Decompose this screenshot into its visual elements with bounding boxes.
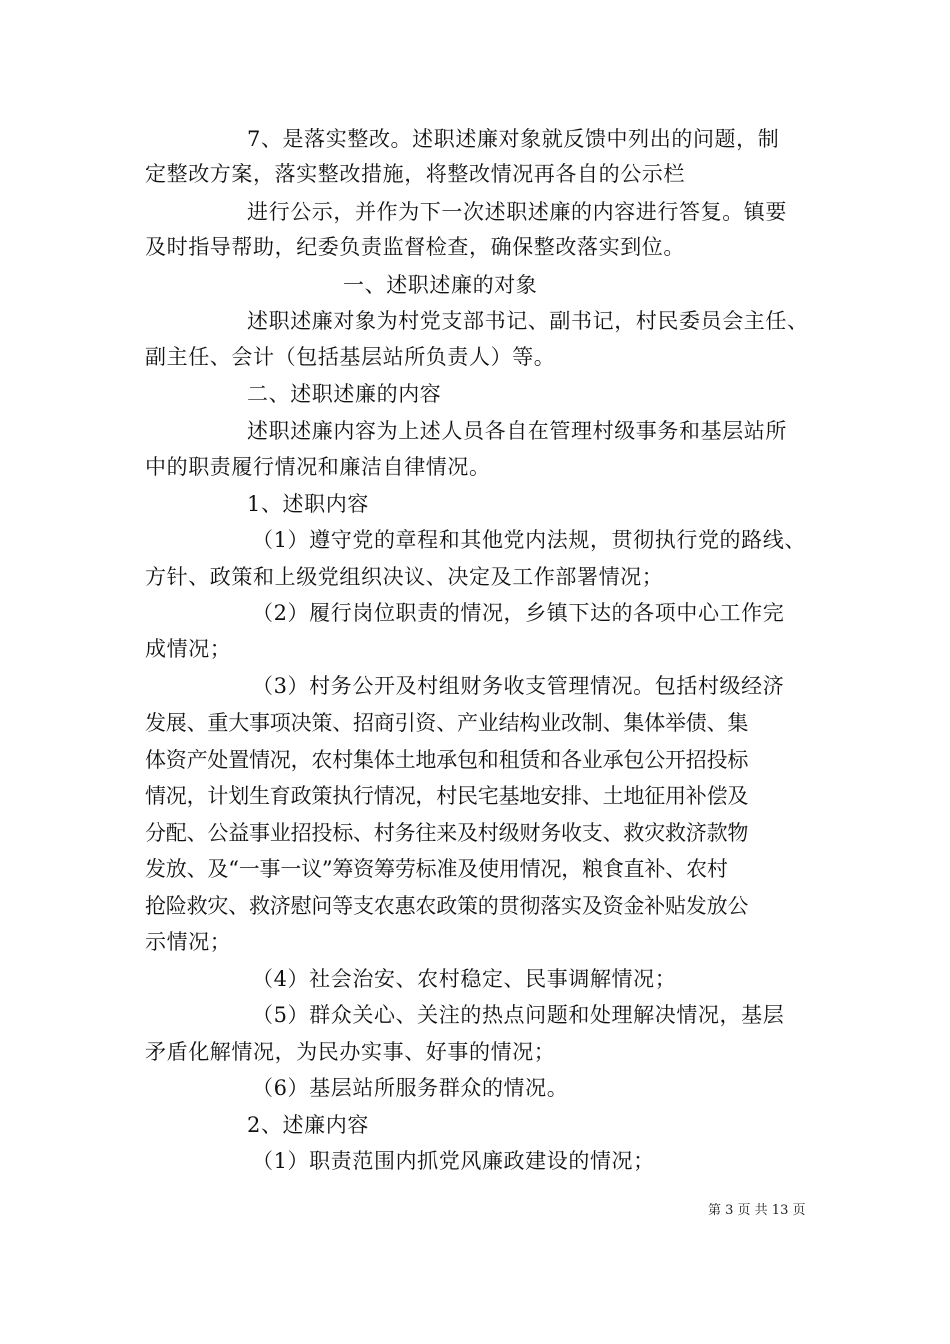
text-line: 分配、公益事业招投标、村务往来及村级财务收支、救灾救济款物 [145,821,749,845]
subsection-heading: 1、述职内容 [247,492,369,516]
text-line: 副主任、会计（包括基层站所负责人）等。 [145,345,556,369]
text-line: 述职述廉内容为上述人员各自在管理村级事务和基层站所 [247,419,787,443]
text-line: 体资产处置情况，农村集体土地承包和租赁和各业承包公开招投标 [145,748,749,772]
text-line: （5）群众关心、关注的热点问题和处理解决情况，基层 [252,1003,785,1027]
text-line: （2）履行岗位职责的情况，乡镇下达的各项中心工作完 [252,601,785,625]
text-line: 发放、及“一事一议”筹资筹劳标准及使用情况，粮食直补、农村 [145,857,728,881]
text-line: 定整改方案，落实整改措施，将整改情况再各自的公示栏 [145,162,685,186]
text-line: 成情况； [145,637,232,661]
text-line: 矛盾化解情况，为民办实事、好事的情况； [145,1040,556,1064]
text-line: 抢险救灾、救济慰问等支农惠农政策的贯彻落实及资金补贴发放公 [145,894,749,918]
text-line: 情况，计划生育政策执行情况，村民宅基地安排、土地征用补偿及 [145,784,749,808]
text-line: 方针、政策和上级党组织决议、决定及工作部署情况； [145,565,664,589]
text-line: （4）社会治安、农村稳定、民事调解情况； [252,967,677,991]
text-line: （3）村务公开及村组财务收支管理情况。包括村级经济 [252,674,785,698]
text-line: 7、是落实整改。述职述廉对象就反馈中列出的问题，制 [247,127,780,151]
text-line: 中的职责履行情况和廉洁自律情况。 [145,455,491,479]
text-line: 述职述廉对象为村党支部书记、副书记，村民委员会主任、 [247,309,809,333]
text-line: （1）遵守党的章程和其他党内法规，贯彻执行党的路线、 [252,528,806,552]
section-heading: 一、述职述廉的对象 [343,273,538,297]
page-number-footer: 第 3 页 共 13 页 [708,1203,806,1218]
text-line: 及时指导帮助，纪委负责监督检查，确保整改落实到位。 [145,235,685,259]
text-line: 发展、重大事项决策、招商引资、产业结构业改制、集体举债、集 [145,711,749,735]
text-line: 示情况； [145,930,232,954]
text-line: （6）基层站所服务群众的情况。 [252,1076,569,1100]
text-line: （1）职责范围内抓党风廉政建设的情况； [252,1149,655,1173]
section-heading: 二、述职述廉的内容 [247,382,442,406]
text-line: 进行公示，并作为下一次述职述廉的内容进行答复。镇要 [247,200,787,224]
subsection-heading: 2、述廉内容 [247,1113,369,1137]
